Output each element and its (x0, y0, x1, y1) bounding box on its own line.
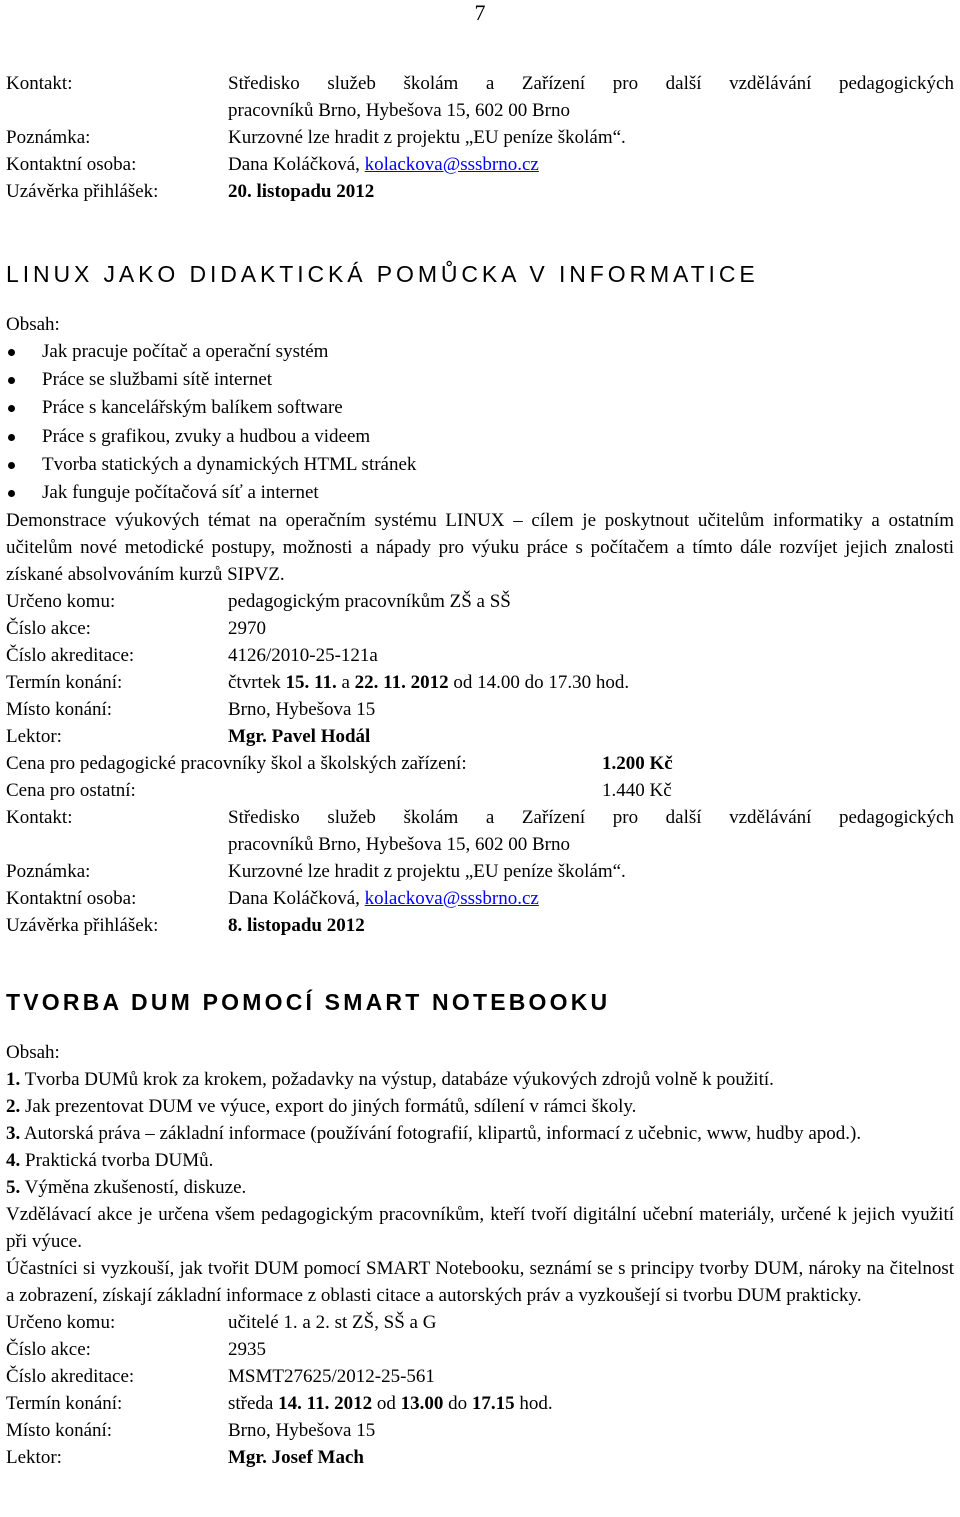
item-text: Výměna zkušeností, diskuze. (20, 1177, 247, 1198)
date-day: středa (228, 1393, 279, 1414)
date-row (6, 1390, 954, 1417)
audience-row (6, 588, 954, 615)
numbered-item (6, 1174, 954, 1201)
date-value (228, 669, 954, 696)
contact-value: Středisko služeb školám a Zařízení pro další vzdělávání pedagogických (228, 73, 954, 94)
note-label: Poznámka: (6, 127, 91, 148)
accreditation-row (6, 642, 954, 669)
event-number-row (6, 615, 954, 642)
venue-row (6, 1417, 954, 1444)
date-to: 17.15 (471, 1393, 515, 1414)
date-time: od 14.00 do 17.30 hod. (448, 672, 630, 694)
lecturer-label: Lektor: (6, 726, 62, 748)
price-teachers-label: Cena pro pedagogické pracovníky škol a školských zařízení: (6, 753, 467, 775)
list-item-text: Jak pracuje počítač a operační systém (42, 341, 329, 362)
event-number-value: 2970 (228, 618, 266, 640)
event-number-label: Číslo akce: (6, 1339, 91, 1360)
price-teachers-row (6, 750, 954, 777)
lecturer-label: Lektor: (6, 1447, 62, 1468)
deadline-label: Uzávěrka přihlášek: (6, 181, 159, 202)
deadline-label: Uzávěrka přihlášek: (6, 915, 159, 937)
date-hod: hod. (514, 1393, 553, 1414)
note-row (6, 858, 954, 885)
accreditation-label: Číslo akreditace: (6, 1366, 135, 1387)
course-description-1: Vzdělávací akce je určena všem pedagogickým pracovníkům, kteří tvoří digitální učební materiály, určené k jejich využití při výuce. (6, 1204, 954, 1252)
course-smart-body (6, 1039, 954, 1471)
event-number-row (6, 1336, 954, 1363)
list-item (6, 394, 954, 422)
accreditation-value: MSMT27625/2012-25-561 (228, 1366, 435, 1387)
price-others-value: 1.440 Kč (602, 780, 672, 802)
deadline-row (6, 178, 954, 205)
event-number-label: Číslo akce: (6, 618, 91, 640)
numbered-item (6, 1120, 954, 1147)
list-item (6, 366, 954, 394)
page-number: 7 (474, 0, 486, 25)
course-description-2: Účastníci si vyzkouší, jak tvořit DUM pomocí SMART Notebooku, seznámí se s principy tvorby DUM, nároky na čitelnost a zobrazení, získají základní informace z oblasti citace a autorských práv a vyzkoušejí si tvorbu DUM prakticky. (6, 1258, 954, 1306)
list-item (6, 423, 954, 451)
list-item-text: Práce se službami sítě internet (42, 369, 273, 391)
note-value: Kurzovné lze hradit z projektu „EU peníze školám“. (228, 127, 626, 148)
audience-row (6, 1309, 954, 1336)
item-text: Tvorba DUMů krok za krokem, požadavky na výstup, databáze výukových zdrojů volně k použití. (20, 1069, 774, 1090)
date-od: od (372, 1393, 401, 1414)
course-linux-body (6, 311, 954, 939)
event-number-value: 2935 (228, 1339, 266, 1360)
course-description: Demonstrace výukových témat na operačním systému LINUX – cílem je poskytnout učitelům informatiky a ostatním učitelům nové metodické postupy, možnosti a nápady pro výuku práce s počítačem a tímto dále rozvíjet jejich znalosti získané absolvováním kurzů SIPVZ. (6, 510, 954, 586)
numbered-item (6, 1093, 954, 1120)
contact-email-link[interactable]: kolackova@sssbrno.cz (364, 154, 539, 175)
item-number: 2. (6, 1096, 21, 1117)
audience-value: učitelé 1. a 2. st ZŠ, SŠ a G (228, 1312, 437, 1333)
item-number: 5. (6, 1177, 21, 1198)
item-number: 4. (6, 1150, 21, 1171)
bullet-icon (8, 377, 15, 384)
previous-course-contact (6, 70, 954, 205)
date-value (228, 1390, 954, 1417)
numbered-item (6, 1147, 954, 1174)
list-item (6, 338, 954, 366)
numbered-item (6, 1066, 954, 1093)
note-value: Kurzovné lze hradit z projektu „EU peníze školám“. (228, 861, 626, 883)
course-title: LINUX JAKO DIDAKTICKÁ POMŮCKA V INFORMATICE (6, 261, 759, 287)
contact-email-link[interactable]: kolackova@sssbrno.cz (364, 888, 539, 910)
accreditation-label: Číslo akreditace: (6, 645, 135, 667)
contact-value-cont: pracovníků Brno, Hybešova 15, 602 00 Brno (228, 834, 570, 856)
list-item-text: Práce s grafikou, zvuky a hudbou a videem (42, 425, 371, 447)
deadline-value: 8. listopadu 2012 (228, 915, 365, 937)
price-teachers-value: 1.200 Kč (602, 753, 673, 775)
date-from: 13.00 (400, 1393, 444, 1414)
date-row (6, 669, 954, 696)
contact-person-value (228, 151, 954, 178)
accreditation-value: 4126/2010-25-121a (228, 645, 378, 667)
list-item-text: Práce s kancelářským balíkem software (42, 397, 343, 419)
note-label: Poznámka: (6, 861, 91, 883)
list-item-text: Tvorba statických a dynamických HTML stránek (42, 453, 417, 475)
bullet-icon (8, 490, 15, 497)
date-day: čtvrtek (228, 672, 286, 694)
bullet-icon (8, 349, 15, 356)
audience-value: pedagogickým pracovníkům ZŠ a SŠ (228, 591, 511, 613)
contact-person-label: Kontaktní osoba: (6, 154, 137, 175)
venue-value: Brno, Hybešova 15 (228, 699, 376, 721)
item-text: Autorská práva – základní informace (používání fotografií, klipartů, informací z učebnic, www, hudby apod.). (20, 1123, 862, 1144)
bullet-icon (8, 405, 15, 412)
lecturer-value: Mgr. Pavel Hodál (228, 726, 371, 748)
contact-person-label: Kontaktní osoba: (6, 888, 137, 910)
contact-person-row (6, 885, 954, 912)
audience-label: Určeno komu: (6, 1312, 116, 1333)
lecturer-row (6, 1444, 954, 1471)
contents-label: Obsah: (6, 314, 60, 335)
contact-row (6, 70, 954, 97)
date-and: a (336, 672, 355, 694)
item-text: Praktická tvorba DUMů. (20, 1150, 214, 1171)
contents-list (6, 338, 954, 507)
venue-label: Místo konání: (6, 1420, 113, 1441)
date-second: 22. 11. 2012 (354, 672, 449, 694)
price-others-row (6, 777, 954, 804)
date-do: do (443, 1393, 472, 1414)
date-first: 15. 11. (285, 672, 337, 694)
contact-person-name: Dana Koláčková, (228, 888, 365, 910)
contact-person-value (228, 885, 954, 912)
deadline-value: 20. listopadu 2012 (228, 181, 375, 202)
contents-label: Obsah: (6, 1042, 60, 1063)
contact-label: Kontakt: (6, 73, 73, 94)
contact-row (6, 804, 954, 831)
bullet-icon (8, 434, 15, 441)
accreditation-row (6, 1363, 954, 1390)
date-date: 14. 11. 2012 (278, 1393, 373, 1414)
note-row (6, 124, 954, 151)
contact-person-row (6, 151, 954, 178)
deadline-row (6, 912, 954, 939)
list-item (6, 451, 954, 479)
venue-label: Místo konání: (6, 699, 113, 721)
item-number: 1. (6, 1069, 21, 1090)
contact-value: Středisko služeb školám a Zařízení pro další vzdělávání pedagogických (228, 807, 954, 829)
audience-label: Určeno komu: (6, 591, 116, 613)
venue-value: Brno, Hybešova 15 (228, 1420, 376, 1441)
lecturer-value: Mgr. Josef Mach (228, 1447, 364, 1468)
bullet-icon (8, 462, 15, 469)
list-item (6, 479, 954, 507)
contact-person-name: Dana Koláčková, (228, 154, 365, 175)
item-text: Jak prezentovat DUM ve výuce, export do jiných formátů, sdílení v rámci školy. (20, 1096, 637, 1117)
venue-row (6, 696, 954, 723)
lecturer-row (6, 723, 954, 750)
list-item-text: Jak funguje počítačová síť a internet (42, 482, 319, 504)
contact-label: Kontakt: (6, 807, 73, 829)
course-title: TVORBA DUM POMOCÍ SMART NOTEBOOKU (6, 989, 611, 1015)
date-label: Termín konání: (6, 672, 123, 694)
course-smart-notebook (6, 987, 954, 1017)
price-others-label: Cena pro ostatní: (6, 780, 136, 802)
contact-value-cont: pracovníků Brno, Hybešova 15, 602 00 Brno (228, 100, 570, 121)
date-label: Termín konání: (6, 1393, 123, 1414)
course-linux (6, 259, 954, 289)
item-number: 3. (6, 1123, 21, 1144)
